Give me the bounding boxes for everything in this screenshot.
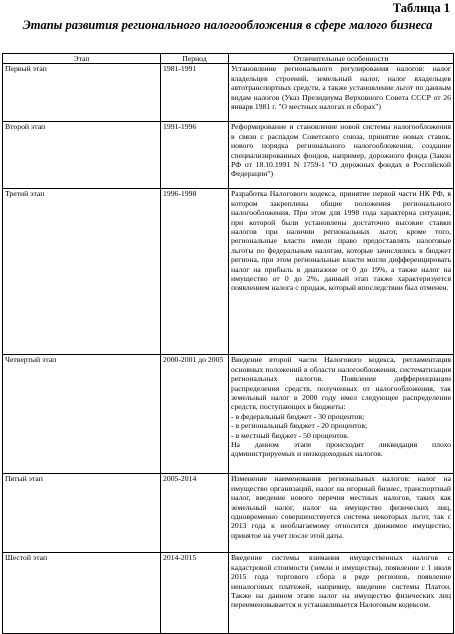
stage-cell: Третий этап bbox=[3, 189, 161, 355]
period-cell: 1996-1998 bbox=[161, 189, 229, 355]
table-row bbox=[3, 474, 454, 553]
header-period: Период bbox=[161, 54, 229, 64]
features-cell: Реформирование и становление новой системы налогообложения в связи с распадом Советского союза, принятие новых ставок, нового порядка регионального налогообложения, создание специализированных фондов, например, дорожного фонда (Закон РФ от 18.10.1991 N 1759-1 "О дорожных фондах в Российской Федерации") bbox=[229, 122, 454, 189]
stage-cell: Второй этап bbox=[3, 122, 161, 189]
table-label: Таблица 1 bbox=[392, 1, 450, 15]
stage-cell: Пятый этап bbox=[3, 474, 161, 553]
features-list-item: - в региональный бюджет - 20 процентов; bbox=[231, 421, 368, 431]
table-row bbox=[3, 553, 454, 634]
header-stage: Этап bbox=[3, 54, 161, 64]
stage-cell: Четвертый этап bbox=[3, 355, 161, 474]
features-cell: Установление регионального регулирования налогов: налог владельцев строений, земельный налог, налог владельцев автотранспортных средств, а также установление льгот по данным видам налогов (Указ Президиума Верховного Совета СССР от 26 января 1981 г. "О местных налогах и сборах") bbox=[229, 64, 454, 122]
table-row bbox=[3, 189, 454, 355]
period-cell: 2014-2015 bbox=[161, 553, 229, 634]
period-cell: 1981-1991 bbox=[161, 64, 229, 122]
header-features: Отличительные особенности bbox=[229, 54, 454, 64]
features-cell bbox=[229, 355, 454, 474]
stages-table bbox=[2, 53, 454, 634]
table-row bbox=[3, 355, 454, 474]
table-title: Этапы развития регионального налогообложения в сфере малого бизнеса bbox=[22, 18, 433, 32]
period-cell: 2000-2001 до 2005 bbox=[161, 355, 229, 474]
features-paragraph: Введение второй части Налогового кодекса, регламентация основных положений в области налогообложения, систематизация региональных налогов. Появление дифференциации распределения средств, полученных от налогообложения, так земельный налог в 2000 году имел следующее распределение средств, поступающих в бюджеты: bbox=[231, 355, 451, 412]
features-list-item: - в федеральный бюджет - 30 процентов; bbox=[231, 411, 365, 421]
features-list-item: - в местный бюджет - 50 процентов. bbox=[231, 430, 349, 440]
stage-cell: Шестой этап bbox=[3, 553, 161, 634]
stage-cell: Первый этап bbox=[3, 64, 161, 122]
table-row bbox=[3, 64, 454, 122]
table-header-row bbox=[3, 54, 454, 64]
features-cell: Изменение наименования региональных налогов: налог на имущество организаций, налог на игорный бизнес, транспортный налог, введение нового перечня местных налогов, таких как земельный налог, налог на имущество физических лиц, одновременно совершенствуется система некоторых льгот, так с 2013 года к необлагаемому относится движимое имущество, принятое на учет после этой даты. bbox=[229, 474, 454, 553]
features-paragraph: На данном этапе происходит ликвидация плохо администрируемых и низкодоходных налогов. bbox=[231, 440, 451, 459]
period-cell: 2005-2014 bbox=[161, 474, 229, 553]
features-cell: Введение системы взимания имущественных налогов с кадастровой стоимости (земли и имущества), появление с 1 июля 2015 года торгового сбора в ряде регионов, появление неналоговых платежей, например, введение системы Платон. Также на данном этапе налог на имущество физических лиц переименовывается и устанавливается Налоговым кодексом. bbox=[229, 553, 454, 634]
period-cell: 1991-1996 bbox=[161, 122, 229, 189]
features-cell: Разработка Налогового кодекса, принятие первой части НК РФ, в котором закреплены общие положения регионального налогообложения. При этом для 1998 года характерна ситуация, при которой были установлены достаточно высокие ставки налогов при наличии региональных льгот, кроме того, региональные власти имели право предоставлять налоговые льготы по федеральным налогам, которые зачислялись в бюджет региона, при этом региональные власти могли дифференцировать налог на прибыль в диапазоне от 0 до 19%, а также налог на имущество от 0 до 2%, данный этап также характеризуется появлением налога с продаж, который впоследствии был отменен. bbox=[229, 189, 454, 355]
table-row bbox=[3, 122, 454, 189]
